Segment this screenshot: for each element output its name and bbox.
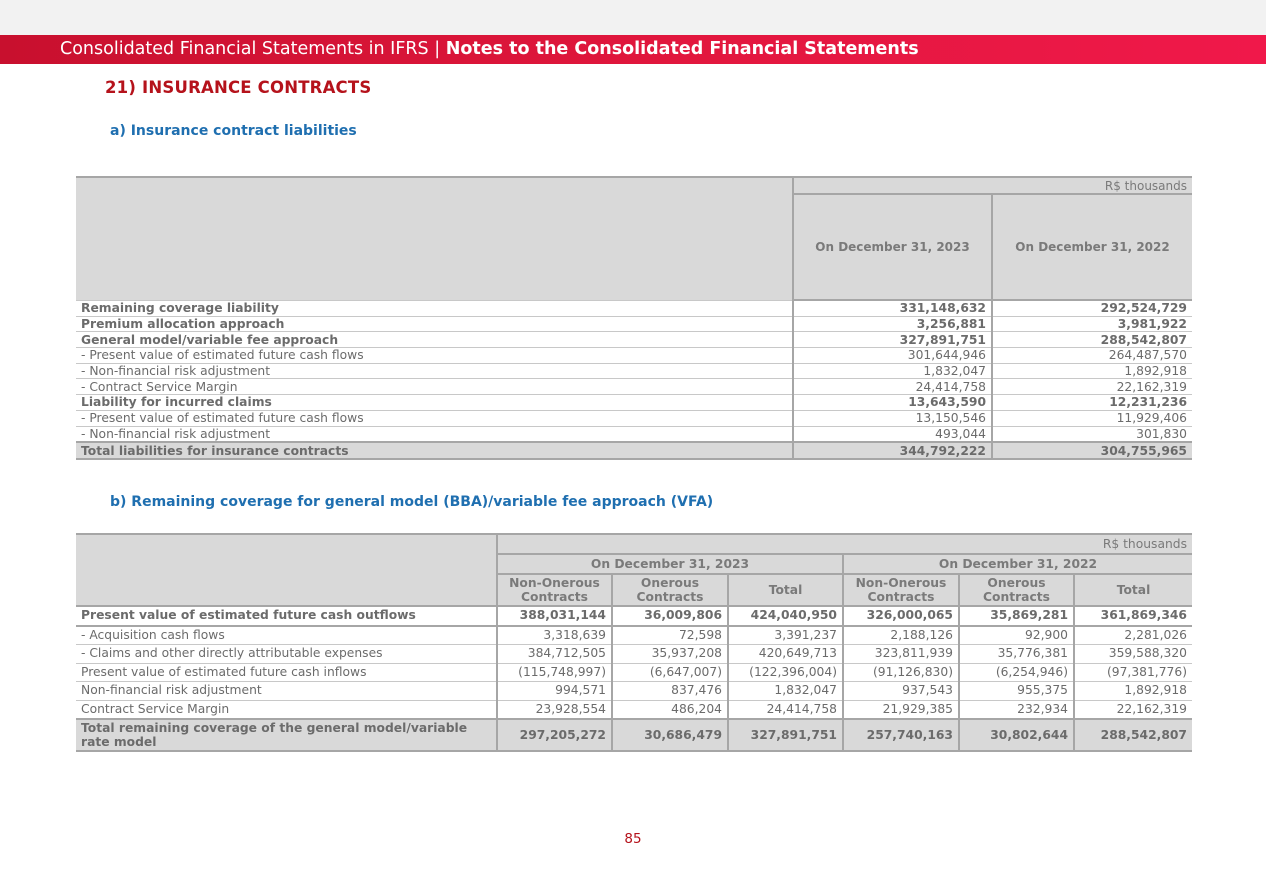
group-header-2023: On December 31, 2023	[497, 554, 843, 574]
cell-value: 361,869,346	[1074, 606, 1192, 626]
table-row	[76, 700, 1192, 719]
cell-value: 323,811,939	[843, 645, 959, 664]
row-label: - Contract Service Margin	[76, 379, 793, 395]
row-label: - Non-financial risk adjustment	[76, 363, 793, 379]
value-2023: 24,414,758	[793, 379, 992, 395]
row-label: Present value of estimated future cash outflows	[76, 606, 497, 626]
insurance-liabilities-table	[76, 176, 1192, 460]
table-row	[76, 395, 1192, 411]
cell-value: 1,892,918	[1074, 682, 1192, 701]
cell-value: 955,375	[959, 682, 1074, 701]
col-total-2022: Total	[1074, 574, 1192, 606]
total-2022: 304,755,965	[992, 442, 1192, 459]
cell-value: 384,712,505	[497, 645, 612, 664]
value-2023: 13,643,590	[793, 395, 992, 411]
value-2022: 22,162,319	[992, 379, 1192, 395]
cell-value: 420,649,713	[728, 645, 843, 664]
total-value: 30,802,644	[959, 719, 1074, 751]
row-label: Contract Service Margin	[76, 700, 497, 719]
total-value: 327,891,751	[728, 719, 843, 751]
value-2022: 301,830	[992, 426, 1192, 442]
table-row	[76, 316, 1192, 332]
row-label: - Present value of estimated future cash flows	[76, 348, 793, 364]
col-non-onerous-2023: Non-Onerous Contracts	[497, 574, 612, 606]
header-blank-cell	[76, 534, 497, 606]
page-number: 85	[624, 831, 642, 847]
row-label: Liability for incurred claims	[76, 395, 793, 411]
cell-value: 232,934	[959, 700, 1074, 719]
cell-value: (122,396,004)	[728, 663, 843, 682]
value-2023: 327,891,751	[793, 332, 992, 348]
table-row	[76, 300, 1192, 316]
value-2023: 331,148,632	[793, 300, 992, 316]
value-2022: 1,892,918	[992, 363, 1192, 379]
row-label: - Acquisition cash flows	[76, 626, 497, 645]
row-label: - Non-financial risk adjustment	[76, 426, 793, 442]
table-row	[76, 645, 1192, 664]
row-label: - Claims and other directly attributable expenses	[76, 645, 497, 664]
cell-value: 359,588,320	[1074, 645, 1192, 664]
cell-value: 35,869,281	[959, 606, 1074, 626]
cell-value: 388,031,144	[497, 606, 612, 626]
cell-value: 21,929,385	[843, 700, 959, 719]
breadcrumb-right: Notes to the Consolidated Financial Statements	[445, 39, 919, 59]
header-blank-cell	[76, 177, 793, 300]
col-non-onerous-2022: Non-Onerous Contracts	[843, 574, 959, 606]
value-2022: 288,542,807	[992, 332, 1192, 348]
table-a-subtitle: a) Insurance contract liabilities	[110, 123, 357, 139]
table-row	[76, 663, 1192, 682]
remaining-coverage-table	[76, 533, 1192, 752]
table-row	[76, 606, 1192, 626]
cell-value: 35,937,208	[612, 645, 728, 664]
cell-value: 2,281,026	[1074, 626, 1192, 645]
cell-value: 3,391,237	[728, 626, 843, 645]
cell-value: (97,381,776)	[1074, 663, 1192, 682]
total-value: 297,205,272	[497, 719, 612, 751]
col-total-2023: Total	[728, 574, 843, 606]
row-label: Present value of estimated future cash inflows	[76, 663, 497, 682]
row-label: Premium allocation approach	[76, 316, 793, 332]
cell-value: 3,318,639	[497, 626, 612, 645]
cell-value: (6,647,007)	[612, 663, 728, 682]
breadcrumb-left: Consolidated Financial Statements in IFRS |	[60, 39, 441, 59]
col-header-2023: On December 31, 2023	[793, 194, 992, 300]
header-banner	[0, 35, 1266, 64]
value-2023: 13,150,546	[793, 410, 992, 426]
cell-value: 994,571	[497, 682, 612, 701]
total-value: 288,542,807	[1074, 719, 1192, 751]
table-b-subtitle: b) Remaining coverage for general model (BBA)/variable fee approach (VFA)	[110, 494, 714, 510]
cell-value: 36,009,806	[612, 606, 728, 626]
value-2023: 3,256,881	[793, 316, 992, 332]
value-2022: 264,487,570	[992, 348, 1192, 364]
top-margin	[0, 0, 1266, 35]
total-row	[76, 719, 1192, 751]
cell-value: 23,928,554	[497, 700, 612, 719]
row-label: General model/variable fee approach	[76, 332, 793, 348]
table-row	[76, 410, 1192, 426]
cell-value: 35,776,381	[959, 645, 1074, 664]
value-2022: 292,524,729	[992, 300, 1192, 316]
row-label: Non-financial risk adjustment	[76, 682, 497, 701]
cell-value: (6,254,946)	[959, 663, 1074, 682]
total-row	[76, 442, 1192, 459]
cell-value: 326,000,065	[843, 606, 959, 626]
value-2023: 301,644,946	[793, 348, 992, 364]
table-row	[76, 348, 1192, 364]
cell-value: 1,832,047	[728, 682, 843, 701]
cell-value: 22,162,319	[1074, 700, 1192, 719]
total-value: 30,686,479	[612, 719, 728, 751]
cell-value: 837,476	[612, 682, 728, 701]
total-2023: 344,792,222	[793, 442, 992, 459]
cell-value: 72,598	[612, 626, 728, 645]
cell-value: 937,543	[843, 682, 959, 701]
total-label: Total liabilities for insurance contracts	[76, 442, 793, 459]
table-row	[76, 626, 1192, 645]
value-2022: 3,981,922	[992, 316, 1192, 332]
total-label: Total remaining coverage of the general model/variable rate model	[76, 719, 497, 751]
value-2022: 11,929,406	[992, 410, 1192, 426]
value-2023: 1,832,047	[793, 363, 992, 379]
cell-value: 424,040,950	[728, 606, 843, 626]
cell-value: (91,126,830)	[843, 663, 959, 682]
row-label: - Present value of estimated future cash flows	[76, 410, 793, 426]
unit-label: R$ thousands	[793, 177, 1192, 194]
table-row	[76, 363, 1192, 379]
value-2023: 493,044	[793, 426, 992, 442]
table-row	[76, 426, 1192, 442]
value-2022: 12,231,236	[992, 395, 1192, 411]
section-title: 21) INSURANCE CONTRACTS	[105, 78, 372, 97]
cell-value: 92,900	[959, 626, 1074, 645]
cell-value: 2,188,126	[843, 626, 959, 645]
total-value: 257,740,163	[843, 719, 959, 751]
col-header-2022: On December 31, 2022	[992, 194, 1192, 300]
cell-value: 24,414,758	[728, 700, 843, 719]
col-onerous-2023: Onerous Contracts	[612, 574, 728, 606]
unit-label: R$ thousands	[497, 534, 1192, 554]
row-label: Remaining coverage liability	[76, 300, 793, 316]
table-row	[76, 379, 1192, 395]
col-onerous-2022: Onerous Contracts	[959, 574, 1074, 606]
table-row	[76, 332, 1192, 348]
cell-value: (115,748,997)	[497, 663, 612, 682]
cell-value: 486,204	[612, 700, 728, 719]
table-row	[76, 682, 1192, 701]
group-header-2022: On December 31, 2022	[843, 554, 1192, 574]
